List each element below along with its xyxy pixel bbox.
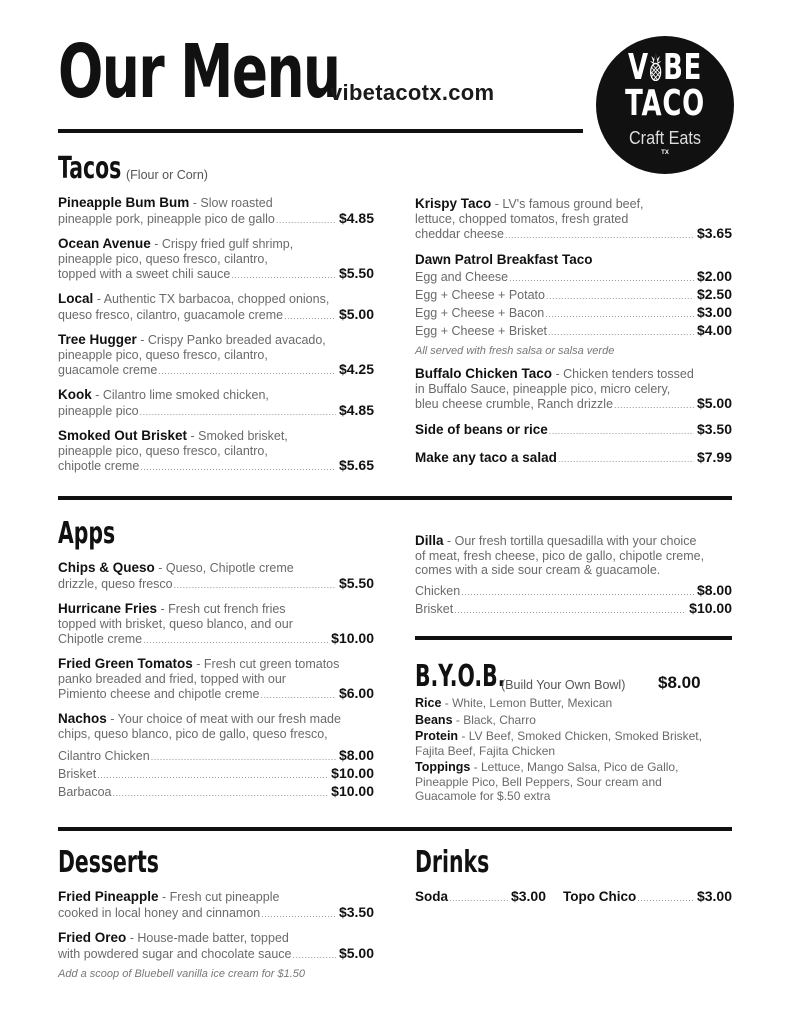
item-name: Chips & Queso xyxy=(58,560,155,575)
item-desc: Pimiento cheese and chipotle creme xyxy=(58,687,260,701)
menu-item-fried-oreo xyxy=(58,931,374,982)
option-price: $2.50 xyxy=(696,286,732,302)
header-divider xyxy=(58,129,583,133)
section-note: (Flour or Corn) xyxy=(126,168,208,182)
byob-row-rice xyxy=(415,696,732,711)
item-name: Pineapple Bum Bum xyxy=(58,195,190,210)
item-name: Dilla xyxy=(415,533,444,548)
option-price: $10.00 xyxy=(689,599,732,616)
menu-item-chips-queso xyxy=(58,561,374,592)
leader-dots xyxy=(549,424,694,439)
item-name: Fried Pineapple xyxy=(58,889,159,904)
leader-dots xyxy=(292,948,335,963)
separator: - xyxy=(441,696,453,710)
item-price: $5.50 xyxy=(338,574,374,591)
menu-item-pineapple-bum-bum xyxy=(58,196,374,227)
item-desc: cooked in local honey and cinnamon xyxy=(58,905,261,920)
item-name: Local xyxy=(58,291,94,306)
separator: - xyxy=(491,197,503,211)
section-byob-heading xyxy=(415,660,732,696)
leader-dots xyxy=(558,452,694,467)
item-desc: comes with a side sour cream & guacamole. xyxy=(415,563,661,577)
logo-text-v: V xyxy=(627,47,649,88)
menu-item-nachos xyxy=(58,712,374,801)
item-name: Buffalo Chicken Taco xyxy=(415,366,553,381)
separator: - xyxy=(136,333,148,347)
byob-options xyxy=(415,696,732,804)
item-price: $5.00 xyxy=(338,944,374,961)
item-desc: Queso, Chipotle creme xyxy=(165,561,294,575)
menu-item-krispy-taco xyxy=(415,197,732,243)
separator: - xyxy=(157,602,169,616)
leader-dots xyxy=(545,306,694,322)
menu-item-kook xyxy=(58,388,374,419)
menu-item-local xyxy=(58,292,374,323)
item-name: Ocean Avenue xyxy=(58,236,151,251)
option-label: Chicken xyxy=(415,583,461,598)
leader-dots xyxy=(548,324,694,340)
leader-dots xyxy=(276,213,336,228)
option-label: Brisket xyxy=(415,601,454,616)
item-note: Add a scoop of Bluebell vanilla ice cream for $1.50 xyxy=(58,968,306,980)
option-label: Egg and Cheese xyxy=(415,270,509,284)
item-desc: Chicken tenders tossed xyxy=(563,367,694,381)
leader-dots xyxy=(546,288,694,304)
byob-label: Beans xyxy=(415,712,453,727)
item-desc: Crispy Panko breaded avacado, xyxy=(147,333,326,347)
separator: - xyxy=(93,292,104,306)
menu-item-soda xyxy=(415,889,546,906)
item-desc: House-made batter, topped xyxy=(137,931,289,945)
item-name: Smoked Out Brisket xyxy=(58,428,188,443)
section-apps-title: Apps xyxy=(58,516,116,551)
item-desc: lettuce, chopped tomatos, fresh grated xyxy=(415,211,629,226)
leader-dots xyxy=(284,309,336,324)
item-price: $6.00 xyxy=(338,685,374,701)
section-title: Tacos xyxy=(58,151,122,186)
item-desc: guacamole creme xyxy=(58,363,158,377)
website-link[interactable]: vibetacotx.com xyxy=(330,80,495,105)
item-price: $5.00 xyxy=(696,395,732,411)
menu-item-buffalo-chicken-taco xyxy=(415,367,732,413)
leader-dots xyxy=(231,268,336,283)
option-price: $4.00 xyxy=(696,322,732,338)
item-name: Hurricane Fries xyxy=(58,601,158,616)
page-title: Our Menu xyxy=(58,29,340,115)
item-name: Dawn Patrol Breakfast Taco xyxy=(415,252,593,267)
leader-dots xyxy=(461,584,694,600)
byob-row-protein xyxy=(415,729,732,744)
item-desc: Slow roasted xyxy=(200,196,273,210)
option-label: Egg + Cheese + Potato xyxy=(415,288,545,302)
section-tacos-heading xyxy=(58,151,208,186)
menu-item-ocean-avenue xyxy=(58,237,374,283)
logo-text-tx: TX xyxy=(661,150,669,156)
menu-item-dawn-patrol xyxy=(415,251,732,359)
logo-text-craft-eats: Craft Eats xyxy=(628,128,702,148)
item-price: $3.50 xyxy=(696,421,732,437)
byob-text: Fajita Beef, Fajita Chicken xyxy=(415,743,556,758)
byob-label: Toppings xyxy=(415,760,471,774)
logo-text-taco: TACO xyxy=(625,83,705,124)
item-desc: Fresh cut pineapple xyxy=(169,890,280,904)
leader-dots xyxy=(174,578,336,593)
leader-dots xyxy=(140,460,336,475)
leader-dots xyxy=(509,270,694,286)
item-price: $3.00 xyxy=(696,888,732,904)
item-name: Soda xyxy=(415,889,449,904)
item-price: $10.00 xyxy=(331,630,374,646)
item-desc: topped with a sweet chili sauce xyxy=(58,267,231,281)
item-price: $3.00 xyxy=(510,888,546,904)
item-desc: pineapple pork, pineapple pico de gallo xyxy=(58,211,275,226)
section-desserts-title: Desserts xyxy=(58,845,159,880)
option-price: $3.00 xyxy=(696,304,732,320)
leader-dots xyxy=(113,785,329,801)
separator: - xyxy=(443,534,455,548)
item-price: $5.50 xyxy=(338,265,374,281)
item-desc: bleu cheese crumble, Ranch drizzle xyxy=(415,397,614,411)
item-desc: pineapple pico, queso fresco, cilantro, xyxy=(58,443,268,458)
byob-text: LV Beef, Smoked Chicken, Smoked Brisket, xyxy=(468,729,702,743)
separator: - xyxy=(150,237,162,251)
separator: - xyxy=(154,561,166,575)
item-note: All served with fresh salsa or salsa verde xyxy=(415,345,615,357)
menu-item-fried-green-tomatos xyxy=(58,657,374,703)
brand-logo xyxy=(596,36,734,174)
item-desc: queso fresco, cilantro, guacamole creme xyxy=(58,307,284,322)
item-name: Krispy Taco xyxy=(415,196,492,211)
leader-dots xyxy=(637,891,694,906)
byob-row-beans xyxy=(415,713,732,728)
option-price: $10.00 xyxy=(331,765,374,781)
item-name: Nachos xyxy=(58,711,107,726)
option-price: $8.00 xyxy=(696,581,732,598)
section-note: (Build Your Own Bowl) xyxy=(501,678,626,692)
menu-item-salad xyxy=(415,450,732,467)
leader-dots xyxy=(454,602,686,618)
option-label: Brisket xyxy=(58,767,97,781)
leader-dots xyxy=(151,749,336,765)
logo-text-be: BE xyxy=(663,47,703,88)
item-price: $3.50 xyxy=(338,903,374,920)
separator: - xyxy=(192,657,204,671)
separator: - xyxy=(470,760,481,774)
byob-label: Rice xyxy=(415,696,442,710)
item-desc: Cilantro lime smoked chicken, xyxy=(102,388,269,402)
section-divider xyxy=(58,496,732,500)
item-desc: in Buffalo Sauce, pineapple pico, micro celery, xyxy=(415,381,671,396)
menu-item-hurricane-fries xyxy=(58,602,374,648)
separator: - xyxy=(91,388,103,402)
section-divider xyxy=(415,636,732,640)
item-price: $7.99 xyxy=(696,449,732,465)
item-desc: Our fresh tortilla quesadilla with your choice xyxy=(454,534,697,548)
leader-dots xyxy=(449,891,508,906)
item-desc: of meat, fresh cheese, pico de gallo, chipotle creme, xyxy=(415,548,705,563)
item-desc: drizzle, queso fresco xyxy=(58,576,173,591)
separator: - xyxy=(187,429,199,443)
option-label: Cilantro Chicken xyxy=(58,749,150,763)
byob-label: Protein xyxy=(415,729,459,743)
item-price: $4.25 xyxy=(338,361,374,377)
menu-item-side xyxy=(415,422,732,439)
option-price: $10.00 xyxy=(331,783,374,799)
item-desc: Crispy fried gulf shrimp, xyxy=(161,237,294,251)
item-price: $5.00 xyxy=(338,305,374,322)
leader-dots xyxy=(97,767,328,783)
separator: - xyxy=(189,196,201,210)
separator: - xyxy=(126,931,138,945)
leader-dots xyxy=(261,688,336,703)
item-desc: chips, queso blanco, pico de gallo, queso fresco, xyxy=(58,726,328,741)
separator: - xyxy=(452,712,464,727)
item-desc: with powdered sugar and chocolate sauce xyxy=(58,946,292,961)
byob-text: Lettuce, Mango Salsa, Pico de Gallo, xyxy=(480,760,679,774)
byob-text: White, Lemon Butter, Mexican xyxy=(452,696,613,710)
pineapple-icon xyxy=(649,52,663,80)
option-price: $8.00 xyxy=(338,747,374,763)
item-name: Fried Oreo xyxy=(58,930,127,945)
option-label: Barbacoa xyxy=(58,785,112,799)
section-drinks-title: Drinks xyxy=(415,845,490,880)
item-desc: pineapple pico, queso fresco, cilantro, xyxy=(58,347,268,362)
section-divider xyxy=(58,827,732,831)
menu-item-topo-chico xyxy=(563,889,732,906)
item-desc: Fresh cut green tomatos xyxy=(203,657,340,671)
separator: - xyxy=(158,890,170,904)
option-label: Egg + Cheese + Bacon xyxy=(415,306,545,320)
item-name: Topo Chico xyxy=(563,889,637,904)
byob-row-toppings xyxy=(415,760,732,775)
separator: - xyxy=(106,712,118,726)
item-name: Make any taco a salad xyxy=(415,450,557,465)
byob-text: Black, Charro xyxy=(463,712,536,727)
item-desc: LV's famous ground beef, xyxy=(502,197,644,211)
item-desc: panko breaded and fried, topped with our xyxy=(58,671,286,686)
item-price: $4.85 xyxy=(338,209,374,226)
item-price: $4.85 xyxy=(338,401,374,418)
item-desc: Smoked brisket, xyxy=(198,429,288,443)
separator: - xyxy=(458,729,469,743)
item-desc: cheddar cheese xyxy=(415,227,504,241)
item-price: $3.65 xyxy=(696,225,732,241)
menu-item-smoked-out-brisket xyxy=(58,429,374,475)
leader-dots xyxy=(143,633,328,648)
item-desc: Fresh cut french fries xyxy=(168,602,286,616)
byob-text: Pineapple Pico, Bell Peppers, Sour cream and xyxy=(415,774,662,789)
byob-text: Guacamole for $.50 extra xyxy=(415,789,551,803)
item-desc: pineapple pico xyxy=(58,403,139,418)
item-name: Kook xyxy=(58,387,92,402)
item-name: Fried Green Tomatos xyxy=(58,656,193,671)
item-desc: chipotle creme xyxy=(58,459,140,473)
item-desc: Authentic TX barbacoa, chopped onions, xyxy=(103,292,330,306)
leader-dots xyxy=(140,405,336,420)
item-desc: Chipotle creme xyxy=(58,632,143,646)
item-desc: pineapple pico, queso fresco, cilantro, xyxy=(58,251,268,266)
option-price: $2.00 xyxy=(696,268,732,284)
menu-item-dilla xyxy=(415,534,732,618)
item-desc: topped with brisket, queso blanco, and our xyxy=(58,616,293,631)
item-desc: Your choice of meat with our fresh made xyxy=(117,712,341,726)
byob-price: $8.00 xyxy=(658,673,701,692)
item-name: Side of beans or rice xyxy=(415,422,548,437)
item-name: Tree Hugger xyxy=(58,332,137,347)
leader-dots xyxy=(614,398,694,413)
menu-item-fried-pineapple xyxy=(58,890,374,921)
leader-dots xyxy=(261,907,336,922)
separator: - xyxy=(552,367,564,381)
section-title: B.Y.O.B. xyxy=(415,659,506,694)
option-label: Egg + Cheese + Brisket xyxy=(415,324,548,338)
leader-dots xyxy=(505,228,694,243)
leader-dots xyxy=(158,364,336,379)
menu-item-tree-hugger xyxy=(58,333,374,379)
item-price: $5.65 xyxy=(338,457,374,473)
